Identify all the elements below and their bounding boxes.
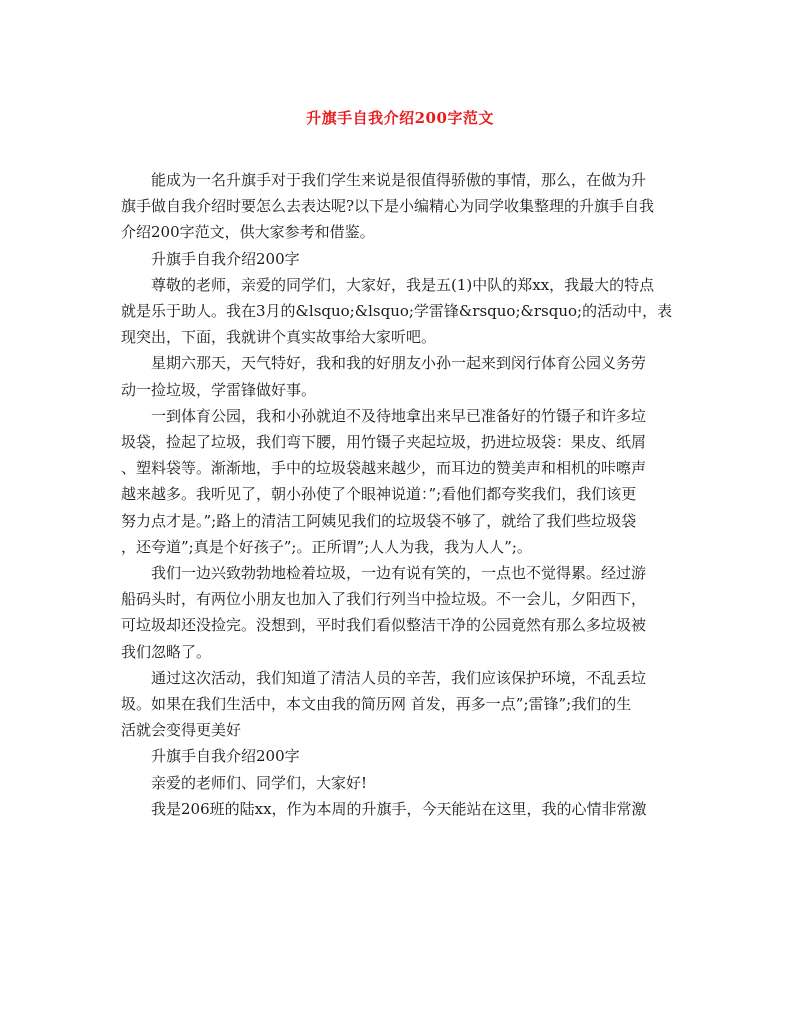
text-line: 星期六那天，天气特好，我和我的好朋友小孙一起来到闵行体育公园义务劳 [151,354,647,373]
text-line: 我是206班的陆xx，作为本周的升旗手，今天能站在这里，我的心情非常激 [151,799,647,818]
text-line: 、塑料袋等。渐渐地，手中的垃圾袋越来越少，而耳边的赞美声和相机的咔嚓声 [121,459,647,478]
paragraph [121,665,681,744]
paragraph [121,770,681,796]
text-line: 船码头时，有两位小朋友也加入了我们行列当中捡垃圾。不一会儿，夕阳西下， [121,590,647,609]
text-line: ，还夸道”;真是个好孩子”;。正所谓”;人人为我，我为人人”;。 [121,537,532,556]
paragraph [121,796,681,822]
text-line: 圾。如果在我们生活中，本文由我的简历网 首发，再多一点”;雷锋”;我们的生 [121,695,632,714]
text-line: 我们忽略了。 [121,642,212,661]
text-line: 可垃圾却还没捡完。没想到，平时我们看似整洁干净的公园竟然有那么多垃圾被 [121,616,647,635]
text-line: 努力点才是。”;路上的清洁工阿姨见我们的垃圾袋不够了，就给了我们些垃圾袋 [121,511,637,530]
text-line: 动一捡垃圾，学雷锋做好事。 [121,380,317,399]
paragraph [121,272,681,351]
document-body [121,167,681,822]
text-line: 现突出，下面，我就讲个真实故事给大家听吧。 [121,328,437,347]
text-line: 就是乐于助人。我在3月的&lsquo;&lsquo;学雷锋&rsquo;&rsquo;的活动中，表 [121,302,673,321]
text-line: 介绍200字范文，供大家参考和借鉴。 [121,223,375,242]
text-line: 旗手做自我介绍时要怎么去表达呢?以下是小编精心为同学收集整理的升旗手自我 [121,197,655,216]
text-line: 能成为一名升旗手对于我们学生来说是很值得骄傲的事情，那么，在做为升 [151,171,647,189]
text-line: 亲爱的老师们、同学们，大家好! [151,773,368,792]
document-title: 升旗手自我介绍200字范文 [306,109,494,127]
paragraph [121,403,681,560]
text-line: 活就会变得更美好 [121,721,242,740]
paragraph [121,167,681,246]
text-line: 升旗手自我介绍200字 [151,249,300,268]
text-line: 尊敬的老师，亲爱的同学们，大家好，我是五(1)中队的郑xx，我最大的特点 [151,275,655,294]
text-line: 圾袋，捡起了垃圾，我们弯下腰，用竹镊子夹起垃圾，扔进垃圾袋：果皮、纸屑 [121,433,647,452]
paragraph [121,350,681,402]
section-heading [121,246,681,272]
text-line: 越来越多。我听见了，朝小孙使了个眼神说道：”;看他们都夸奖我们，我们该更 [121,485,637,504]
text-line: 我们一边兴致勃勃地检着垃圾，一边有说有笑的，一点也不觉得累。经过游 [151,564,647,583]
text-line: 升旗手自我介绍200字 [151,747,300,766]
text-line: 通过这次活动，我们知道了清洁人员的辛苦，我们应该保护环境，不乱丢垃 [151,668,647,687]
section-heading [121,743,681,769]
text-line: 一到体育公园，我和小孙就迫不及待地拿出来早已准备好的竹镊子和许多垃 [151,406,647,425]
paragraph [121,560,681,665]
